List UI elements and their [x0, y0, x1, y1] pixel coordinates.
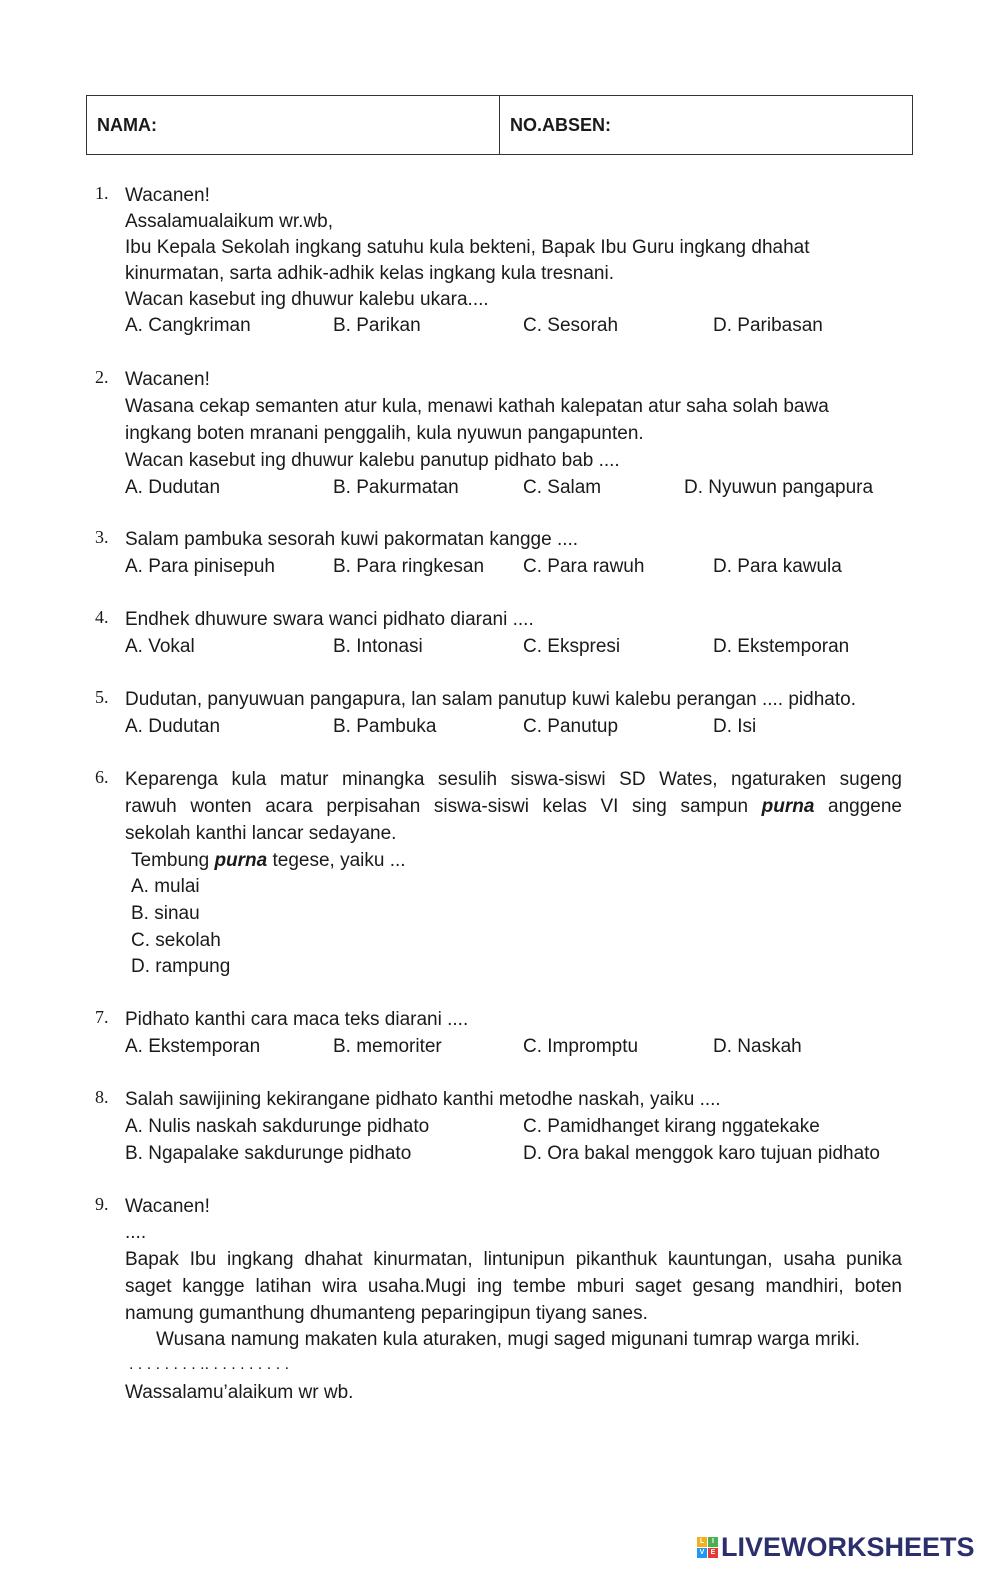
option-b[interactable]: B. Parikan — [333, 315, 421, 336]
absen-label: NO.ABSEN: — [510, 114, 612, 135]
question-line: Wacan kasebut ing dhuwur kalebu ukara.... — [125, 289, 489, 310]
question-line: Wusana namung makaten kula aturaken, mugi saged migunani tumrap warga mriki. — [156, 1329, 861, 1350]
line-text: Tembung — [131, 850, 210, 871]
question-number: 6. — [95, 767, 109, 787]
name-cell[interactable] — [87, 96, 500, 154]
name-label: NAMA: — [97, 114, 157, 135]
question-line — [125, 794, 902, 820]
question-line: Wacanen! — [125, 1196, 210, 1217]
option-d[interactable]: D. Naskah — [713, 1036, 802, 1057]
question-line: Bapak Ibu ingkang dhahat kinurmatan, lintunipun pikanthuk kauntungan, usaha punika — [125, 1249, 902, 1270]
question-line: namung gumanthung dhumanteng peparingipun tiyang sanes. — [125, 1303, 648, 1324]
question-number: 7. — [95, 1007, 109, 1027]
question-line: ingkang boten mranani penggalih, kula nyuwun pangapunten. — [125, 423, 644, 444]
option-a[interactable]: A. Cangkriman — [125, 315, 251, 336]
logo-mark-letter: V — [697, 1548, 707, 1558]
emphasized-word: purna — [761, 796, 815, 817]
question-number: 9. — [95, 1194, 109, 1214]
option-b[interactable]: B. memoriter — [333, 1036, 442, 1057]
question-line: Salah sawijining kekirangane pidhato kanthi metodhe naskah, yaiku .... — [125, 1089, 721, 1110]
option-a[interactable]: A. Dudutan — [125, 477, 221, 498]
option-a[interactable]: A. Dudutan — [125, 716, 221, 737]
option-c[interactable]: C. Salam — [523, 477, 602, 498]
question-number: 5. — [95, 687, 109, 707]
question-line: . . . . . . . . .. . . . . . . . . . — [129, 1356, 290, 1373]
question-line: Endhek dhuwure swara wanci pidhato diarani .... — [125, 609, 534, 630]
question-number: 3. — [95, 527, 109, 547]
question-prompt — [131, 848, 406, 874]
question-line: Keparenga kula matur minangka sesulih siswa-siswi SD Wates, ngaturaken sugeng — [125, 769, 902, 790]
option-b[interactable]: B. Ngapalake sakdurunge pidhato — [125, 1143, 412, 1164]
option-d[interactable]: D. Isi — [713, 716, 757, 737]
question-line: Wacanen! — [125, 185, 210, 206]
question-number: 2. — [95, 367, 109, 387]
option-c[interactable]: C. Sesorah — [523, 315, 619, 336]
logo-mark-letter: I — [708, 1537, 718, 1547]
question-line: .... — [125, 1222, 147, 1243]
emphasized-word: purna — [214, 850, 268, 871]
option-a[interactable]: A. Para pinisepuh — [125, 556, 275, 577]
question-number: 8. — [95, 1087, 109, 1107]
question-line: saget kangge latihan wira usaha.Mugi ing tembe mburi saget gesang mandhiri, boten — [125, 1276, 902, 1297]
option-b[interactable]: B. Pambuka — [333, 716, 437, 737]
question-line: Ibu Kepala Sekolah ingkang satuhu kula bekteni, Bapak Ibu Guru ingkang dhahat — [125, 237, 810, 258]
liveworksheets-logo[interactable] — [697, 1532, 975, 1562]
line-text: anggene — [828, 796, 902, 817]
question-number: 1. — [95, 183, 109, 203]
question-line: Pidhato kanthi cara maca teks diarani .... — [125, 1009, 469, 1030]
absen-cell[interactable] — [500, 96, 912, 154]
option-c[interactable]: C. Ekspresi — [523, 636, 621, 657]
option-d[interactable]: D. Nyuwun pangapura — [684, 477, 874, 498]
option-b[interactable]: B. Intonasi — [333, 636, 423, 657]
option-a[interactable]: A. mulai — [131, 876, 200, 897]
option-c[interactable]: C. sekolah — [131, 930, 221, 951]
line-text: tegese, yaiku ... — [272, 850, 406, 871]
question-line: kinurmatan, sarta adhik-adhik kelas ingkang kula tresnani. — [125, 263, 614, 284]
question-line: Dudutan, panyuwuan pangapura, lan salam panutup kuwi kalebu perangan .... pidhato. — [125, 689, 856, 710]
option-b[interactable]: B. Pakurmatan — [333, 477, 459, 498]
option-d[interactable]: D. Para kawula — [713, 556, 842, 577]
question-line: Wasana cekap semanten atur kula, menawi kathah kalepatan atur saha solah bawa — [125, 396, 829, 417]
question-line: sekolah kanthi lancar sedayane. — [125, 823, 397, 844]
question-line: Wacan kasebut ing dhuwur kalebu panutup pidhato bab .... — [125, 450, 620, 471]
option-b[interactable]: B. sinau — [131, 903, 200, 924]
option-d[interactable]: D. Ora bakal menggok karo tujuan pidhato — [523, 1143, 880, 1164]
logo-mark-letter: E — [708, 1548, 718, 1558]
option-a[interactable]: A. Ekstemporan — [125, 1036, 261, 1057]
question-line: Salam pambuka sesorah kuwi pakormatan kangge .... — [125, 529, 579, 550]
logo-mark-letter: L — [697, 1537, 707, 1547]
line-text: rawuh wonten acara perpisahan siswa-siswi kelas VI sing sampun — [125, 796, 749, 817]
option-b[interactable]: B. Para ringkesan — [333, 556, 485, 577]
logo-mark-icon — [697, 1537, 718, 1558]
option-a[interactable]: A. Nulis naskah sakdurunge pidhato — [125, 1116, 430, 1137]
student-info-table — [86, 95, 913, 155]
option-d[interactable]: D. Paribasan — [713, 315, 823, 336]
question-number: 4. — [95, 607, 109, 627]
question-line: Wassalamu’alaikum wr wb. — [125, 1382, 354, 1403]
question-line: Assalamualaikum wr.wb, — [125, 211, 334, 232]
option-c[interactable]: C. Panutup — [523, 716, 619, 737]
option-d[interactable]: D. Ekstemporan — [713, 636, 850, 657]
option-a[interactable]: A. Vokal — [125, 636, 195, 657]
logo-text: LIVEWORKSHEETS — [721, 1531, 975, 1562]
option-c[interactable]: C. Pamidhanget kirang nggatekake — [523, 1116, 820, 1137]
option-c[interactable]: C. Para rawuh — [523, 556, 645, 577]
option-c[interactable]: C. Impromptu — [523, 1036, 639, 1057]
question-line: Wacanen! — [125, 369, 210, 390]
option-d[interactable]: D. rampung — [131, 956, 231, 977]
